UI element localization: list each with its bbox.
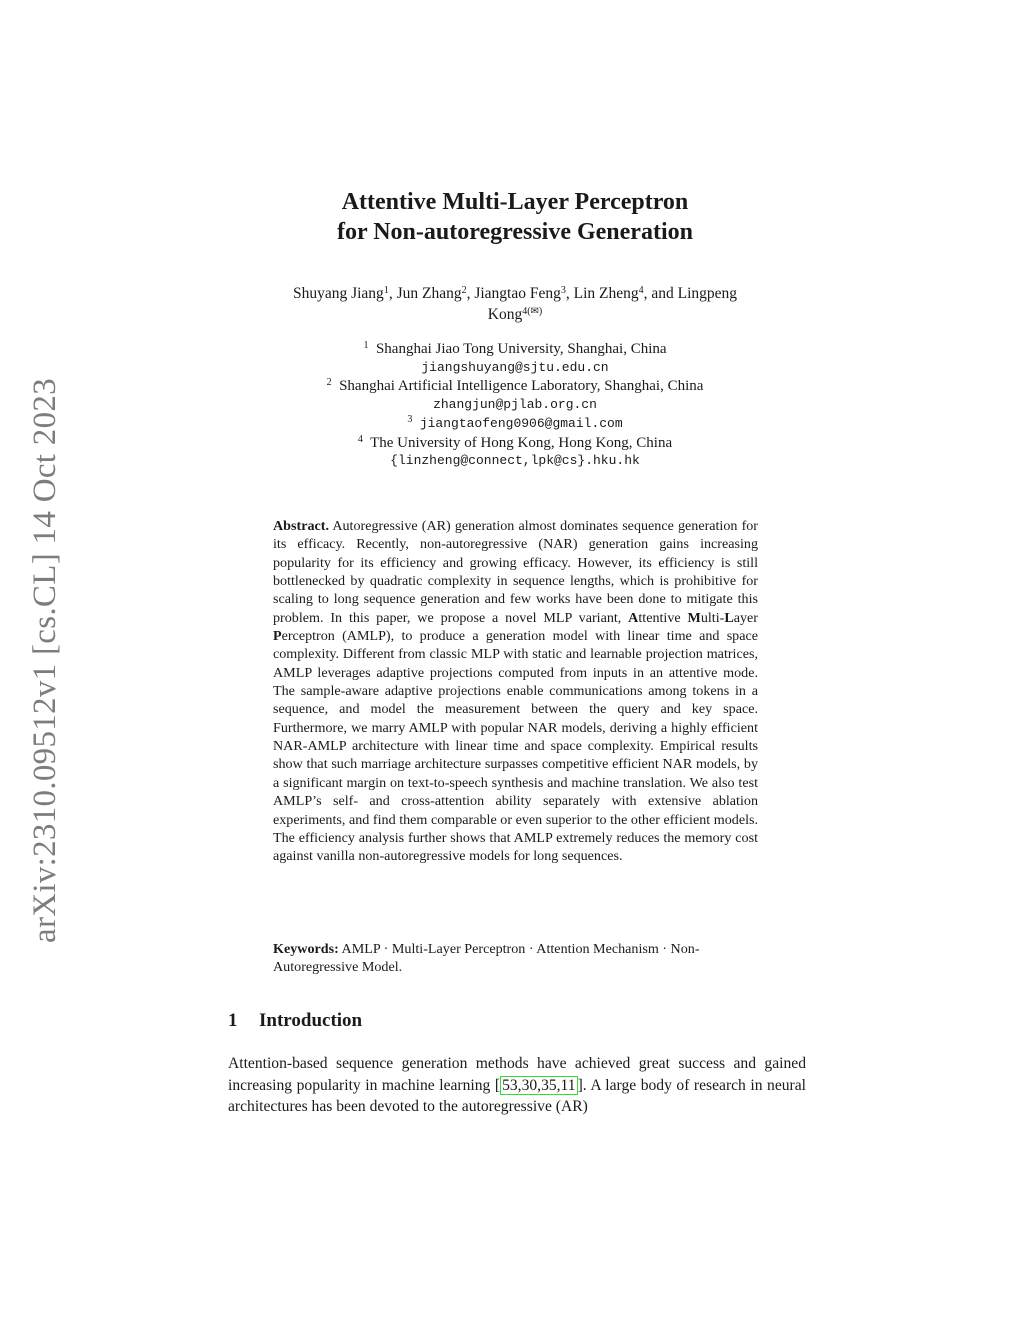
section-heading — [228, 1010, 362, 1032]
section-title: Introduction — [259, 1010, 363, 1031]
corresponding-mark: 4(✉) — [522, 306, 543, 317]
affiliation-mark: 2 — [461, 285, 467, 296]
affiliations — [0, 340, 1024, 471]
author-list: Shuyang Jiang$^1$, Jun Zhang$^2$, Jiangtao Feng$^3$, Lin Zheng$^4$, and Lingpeng Kong$^{4(✉)}$ — [292, 285, 738, 323]
intro-paragraph: Attention-based sequence generation methods have achieved great success and gained increasing popularity in machine learning [ 53,30,35,11 ]. A large body of research in neural architectures has been devoted to the autoregressive (AR) — [228, 1055, 807, 1115]
email-1: jiangshuyang@sjtu.edu.cn — [421, 359, 609, 375]
affiliation-1: $^1$ Shanghai Jiao Tong University, Shanghai, China — [363, 340, 667, 357]
author-name: Lin Zheng — [573, 285, 639, 302]
affiliation-mark: 4 — [638, 285, 644, 296]
keywords-text: AMLP · Multi-Layer Perceptron · Attention Mechanism · Non-Autoregressive Model. — [273, 941, 700, 976]
arxiv-identifier: arXiv:2310.09512v1 [cs.CL] 14 Oct 2023 — [27, 378, 63, 943]
affiliation-4: $^4$ The University of Hong Kong, Hong Kong, China — [357, 433, 673, 451]
abstract-label: Abstract. — [273, 518, 329, 534]
citation-link[interactable]: 53,30,35,11 — [502, 1076, 576, 1094]
affiliation-mark: 3 — [560, 285, 566, 296]
author-name-tail: Kong — [487, 306, 523, 323]
title-line-2: for Non-autoregressive Generation — [337, 219, 693, 245]
keywords — [273, 940, 758, 977]
abstract: Abstract. Autoregressive (AR) generation almost dominates sequence generation for its efficacy. Recently, non-autoregressive (NAR) generation gains increasing popularity for its efficiency and growing efficacy. However, its efficiency is still bottlenecked by quadratic complexity in sequence lengths, which is prohibitive for scaling to long sequence generation and few works have been done to mitigate this problem. In this paper, we propose a novel MLP variant, Attentive Multi-Layer Perceptron (AMLP), to produce a generation model with linear time and space complexity. Different from classic MLP with static and learnable projection matrices, AMLP leverages adaptive projections computed from inputs in an attentive mode. The sample-aware adaptive projections enable communications among tokens in a sequence, and model the measurement between the query and key space. Furthermore, we marry AMLP with popular NAR models, deriving a highly efficient NAR-AMLP architecture with linear time and space complexity. Empirical results show that such marriage architecture surpasses competitive efficient NAR models, by a significant margin on text-to-speech synthesis and machine translation. We also test AMLP’s self- and cross-attention ability separately with extensive ablation experiments, and find them comparable or even superior to the other efficient models. The efficiency analysis further shows that AMLP extremely reduces the memory cost against vanilla non-autoregressive models for long sequences. — [273, 518, 758, 865]
title-line-1: Attentive Multi-Layer Perceptron — [341, 189, 689, 215]
author-name: Jun Zhang — [396, 285, 462, 302]
affiliation-3: $^3$ jiangtaofeng0906@gmail.com — [407, 414, 623, 431]
email-4: {linzheng@connect,lpk@cs}.hku.hk — [390, 453, 640, 468]
abstract-text-1: Autoregressive (AR) generation almost dominates sequence generation for its efficacy. Recently, non-autoregressive (NAR) generation gains increasing popularity for its efficiency and growing efficacy. However, its efficiency is still bottlenecked by quadratic complexity in sequence lengths, which is prohibitive for scaling to long sequence generation and few works have been done to mitigate this problem. In this paper, we propose a novel MLP variant, — [273, 518, 758, 626]
author-name: Jiangtao Feng — [474, 285, 561, 302]
author-name: Shuyang Jiang — [292, 285, 384, 302]
author-connector: , and Lingpeng — [643, 285, 738, 302]
email-2: zhangjun@pjlab.org.cn — [433, 396, 597, 412]
abstract-text-2: to produce a generation model with linear time and space complexity. Different from classic MLP with static and learnable projection matrices, AMLP leverages adaptive projections computed from inputs in an attentive mode. The sample-aware adaptive projections enable communications among tokens in a sequence, and model the measurement between the query and key space. Furthermore, we marry AMLP with popular NAR models, deriving a highly efficient NAR-AMLP architecture with linear time and space complexity. Empirical results show that such marriage architecture surpasses competitive efficient NAR models, by a significant margin on text-to-speech synthesis and machine translation. We also test AMLP’s self- and cross-attention ability separately with extensive ablation experiments, and find them comparable or even superior to the other efficient models. The efficiency analysis further shows that AMLP extremely reduces the memory cost against vanilla non-autoregressive models for long sequences. — [273, 628, 758, 865]
affiliation-2: $^2$ Shanghai Artificial Intelligence Laboratory, Shanghai, China — [326, 377, 704, 394]
keywords-label: Keywords: — [273, 941, 339, 957]
paper-title — [0, 187, 1024, 247]
section-number: 1 — [228, 1010, 238, 1031]
affiliation-mark: 1 — [383, 285, 389, 296]
